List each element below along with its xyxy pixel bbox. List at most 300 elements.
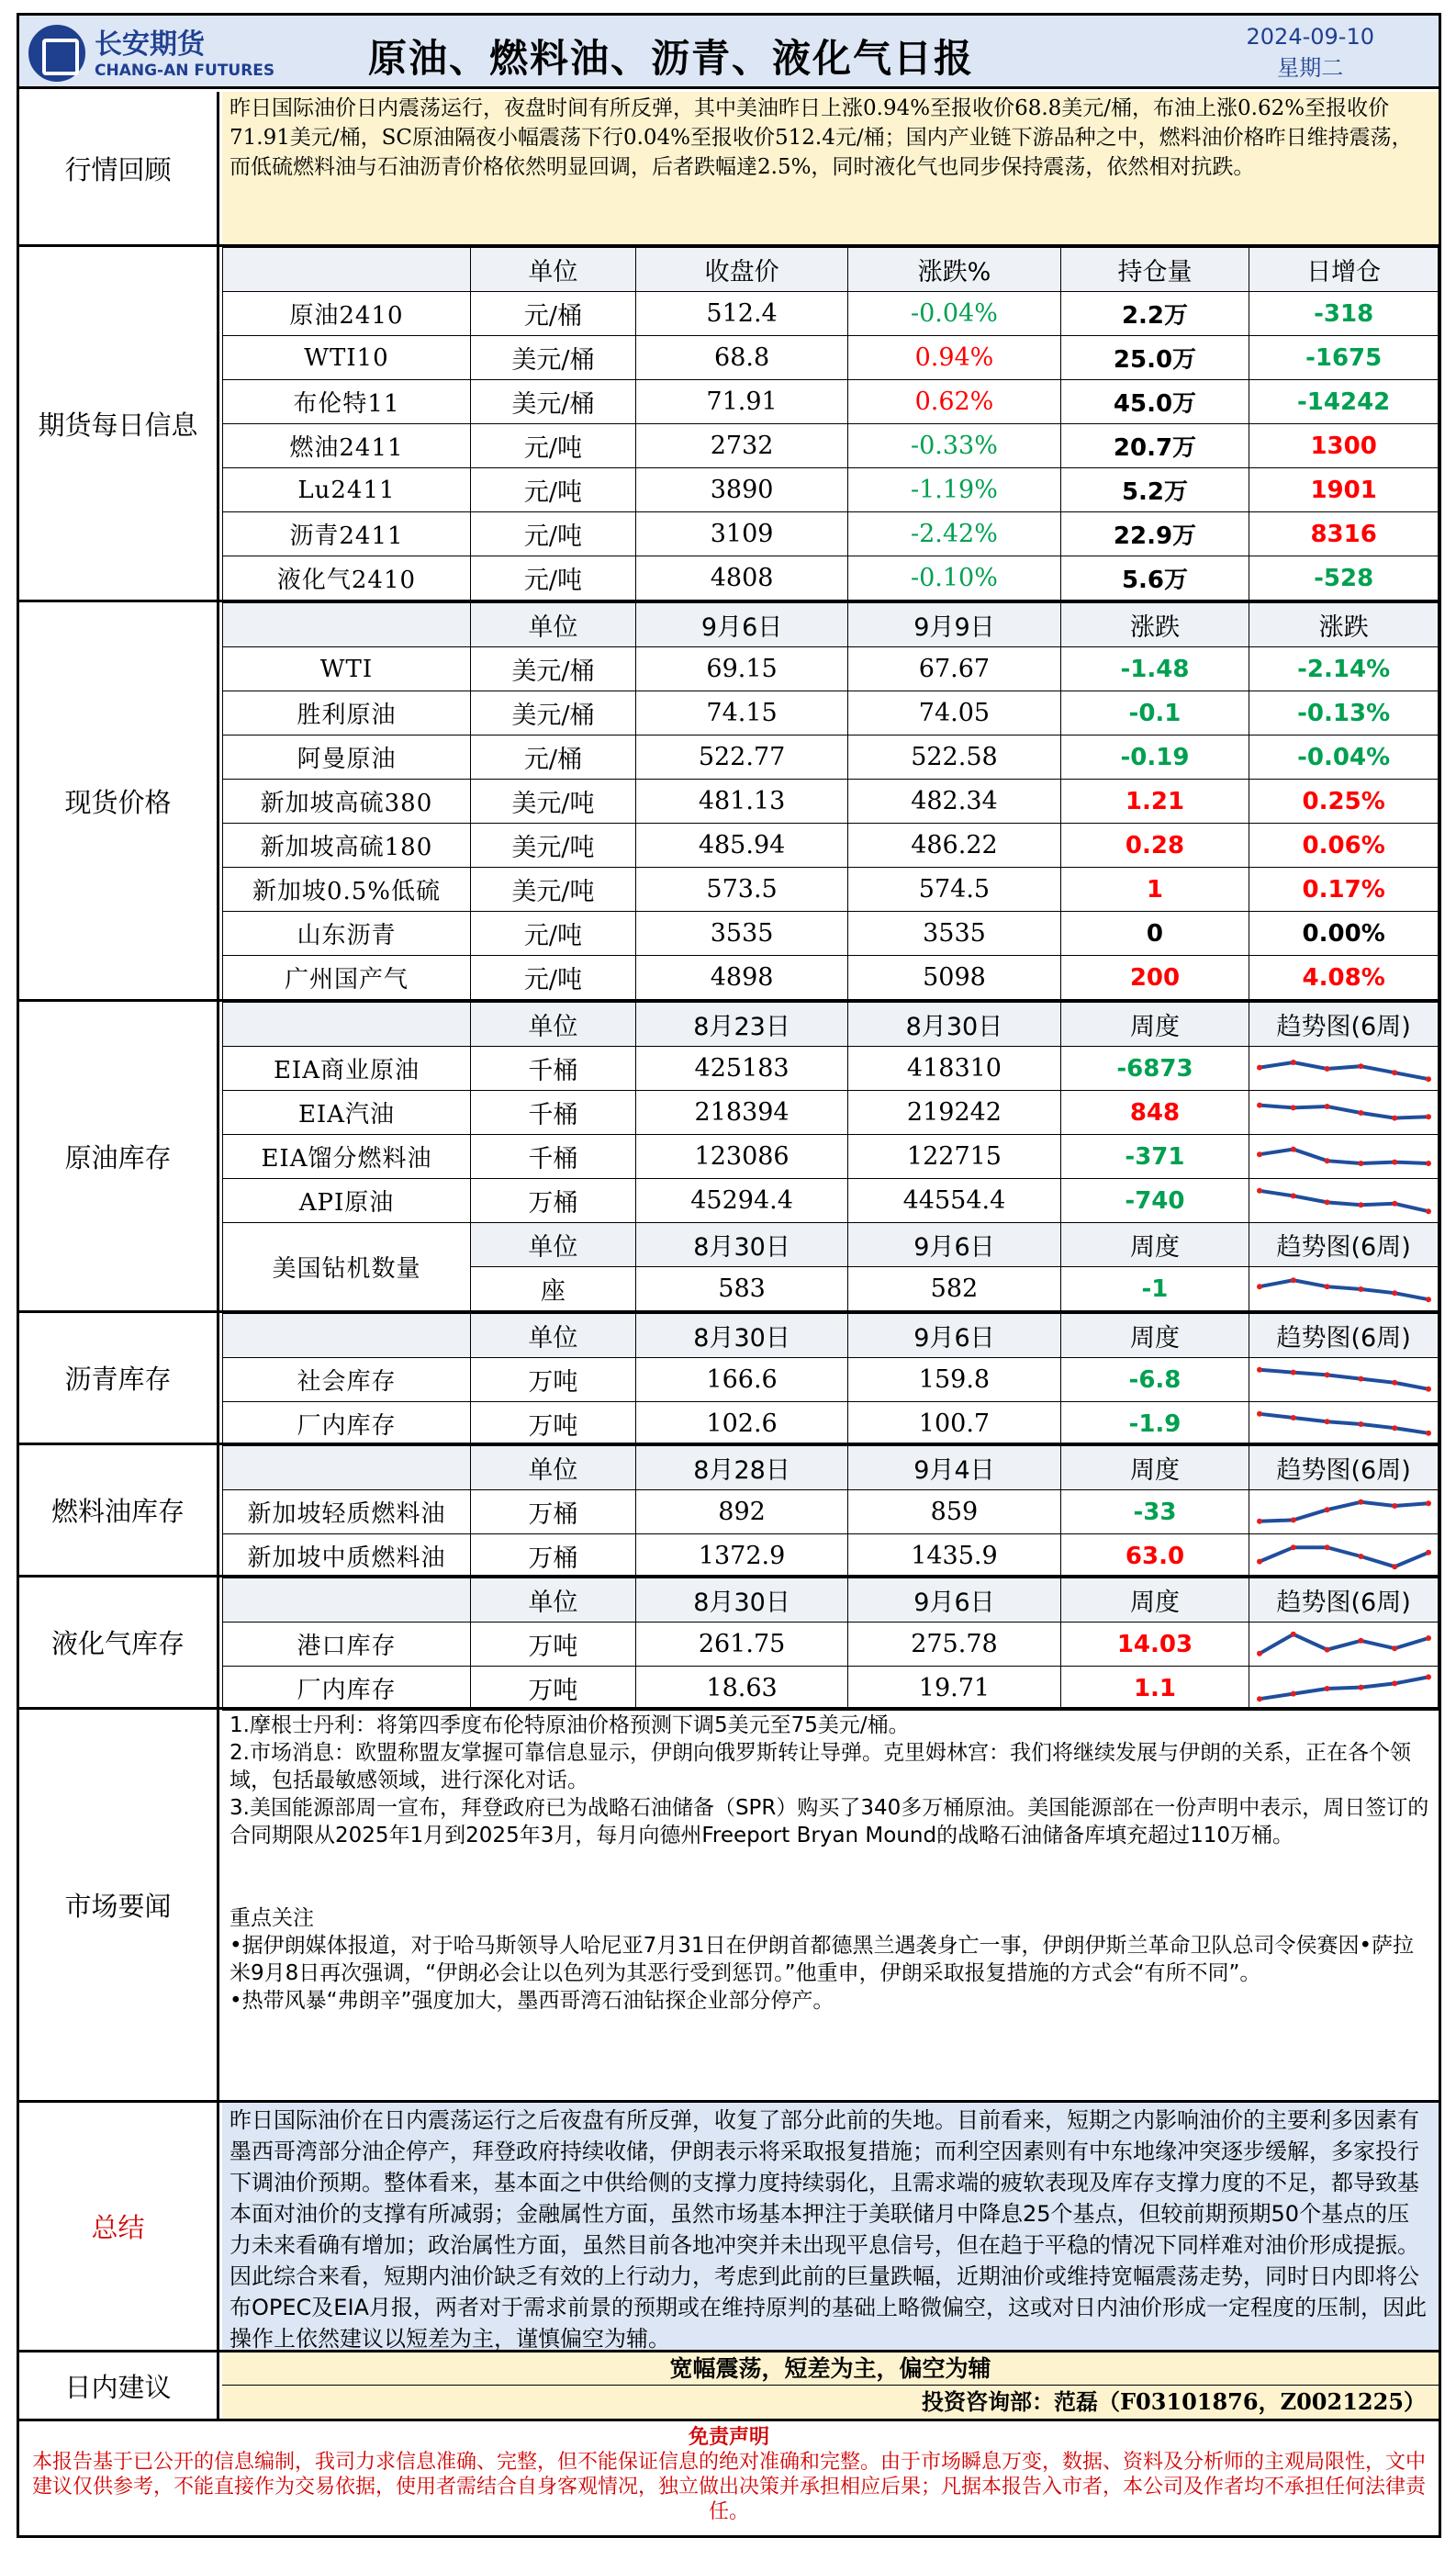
change-pct: 0.94% [848,336,1060,380]
logo-en: CHANG-AN FUTURES [95,62,275,80]
value-prev: 18.63 [635,1667,847,1711]
close-price: 3109 [635,512,847,556]
trend-point [1290,1193,1295,1198]
inventory-name: 厂内库存 [223,1402,471,1446]
close-price: 512.4 [635,292,847,336]
trend-point [1426,1208,1431,1214]
unit-cell: 元/吨 [470,912,635,956]
price-prev: 3535 [635,912,847,956]
spot-name: 新加坡高硫180 [223,824,471,868]
weekly-change: 63.0 [1060,1534,1249,1578]
weekly-change: 14.03 [1060,1623,1249,1667]
unit-cell: 万桶 [470,1490,635,1534]
trend-point [1257,1151,1262,1157]
trend-chart-cell [1249,1623,1439,1667]
trend-chart-cell [1249,1047,1439,1091]
trend-chart-cell [1249,1358,1439,1402]
lpg-inventory-section [19,1578,1439,1710]
spot-name: 广州国产气 [223,956,471,1000]
trend-point [1392,1070,1397,1075]
value-prev: 45294.4 [635,1179,847,1223]
price-curr: 3535 [848,912,1060,956]
logo-cn: 长安期货 [95,28,205,61]
fuel-inventory-table [222,1445,1439,1578]
value-curr: 219242 [848,1091,1060,1135]
trend-sparkline [1252,1140,1436,1174]
column-header: 9月6日 [635,603,847,647]
futures-section [19,247,1439,602]
column-header: 趋势图(6周) [1249,1223,1439,1267]
trend-point [1426,1430,1431,1435]
trend-point [1358,1554,1363,1559]
change-pct: 0.06% [1249,824,1439,868]
inventory-name: EIA馏分燃料油 [223,1135,471,1179]
value-prev: 218394 [635,1091,847,1135]
column-header: 9月4日 [848,1446,1060,1490]
table-row [223,380,1439,424]
unit-cell: 元/桶 [470,292,635,336]
column-header [223,248,471,292]
trend-line [1260,1677,1428,1699]
value-prev: 892 [635,1490,847,1534]
table-row [223,691,1439,736]
review-label: 行情回顾 [19,92,219,244]
trend-point [1358,1063,1363,1069]
table-row [223,1047,1439,1091]
open-interest: 5.2万 [1060,468,1249,512]
column-header: 单位 [470,603,635,647]
value-curr: 159.8 [848,1358,1060,1402]
trend-point [1257,1558,1262,1564]
change-pct: -2.14% [1249,647,1439,691]
contract-name: 沥青2411 [223,512,471,556]
column-header [223,1003,471,1047]
report-title: 原油、燃料油、沥青、液化气日报 [368,36,975,81]
trend-point [1257,1102,1262,1107]
trend-point [1324,1419,1329,1424]
column-header: 单位 [470,1314,635,1358]
table-row [223,1534,1439,1578]
unit-cell: 万吨 [470,1402,635,1446]
trend-point [1426,1500,1431,1506]
price-curr: 74.05 [848,691,1060,736]
close-price: 2732 [635,424,847,468]
trend-point [1358,1161,1363,1166]
table-row [223,824,1439,868]
weekday-text: 星期二 [1277,55,1344,81]
contract-name: Lu2411 [223,468,471,512]
trend-point [1358,1637,1363,1643]
price-curr: 67.67 [848,647,1060,691]
price-curr: 5098 [848,956,1060,1000]
value-curr: 859 [848,1490,1060,1534]
unit-cell: 千桶 [470,1091,635,1135]
value-curr: 1435.9 [848,1534,1060,1578]
unit-cell: 元/桶 [470,736,635,780]
column-header: 趋势图(6周) [1249,1446,1439,1490]
inventory-name: EIA商业原油 [223,1047,471,1091]
futures-label: 期货每日信息 [19,247,219,600]
spot-name: WTI [223,647,471,691]
trend-point [1290,1146,1295,1151]
unit-cell: 美元/桶 [470,336,635,380]
column-header: 周度 [1060,1314,1249,1358]
price-prev: 4898 [635,956,847,1000]
trend-line [1260,1501,1428,1521]
value-curr: 44554.4 [848,1179,1060,1223]
change-abs: 200 [1060,956,1249,1000]
table-row [223,1402,1439,1446]
table-row [223,468,1439,512]
contract-name: 液化气2410 [223,556,471,601]
trend-point [1290,1060,1295,1065]
value-prev: 583 [635,1267,847,1311]
contract-name: 原油2410 [223,292,471,336]
change-pct: -0.13% [1249,691,1439,736]
value-prev: 261.75 [635,1623,847,1667]
disclaimer-text: 本报告基于已公开的信息编制，我司力求信息准确、完整，但不能保证信息的绝对准确和完整。由于市场瞬息万变，数据、资料及分析师的主观局限性，文中建议仅供参考，不能直接作为交易依据，使用者需结合自身客观情况，独立做出决策并承担相应后果；凡据本报告入市者，本公司及作者均不承担任何法律责任。 [31,2451,1426,2523]
value-prev: 166.6 [635,1358,847,1402]
price-curr: 574.5 [848,868,1060,912]
unit-cell: 美元/吨 [470,780,635,824]
column-header [223,1446,471,1490]
trend-sparkline [1252,1495,1436,1530]
unit-cell: 万桶 [470,1534,635,1578]
change-pct: -0.04% [848,292,1060,336]
advisor-text: 投资咨询部：范磊（F03101876，Z0021225） [921,2388,1426,2415]
report-page [17,13,1441,2538]
change-pct: -2.42% [848,512,1060,556]
report-header [19,16,1439,89]
trend-point [1392,1503,1397,1509]
column-header: 8月30日 [635,1578,847,1623]
trend-point [1392,1290,1397,1296]
weekly-change: 1.1 [1060,1667,1249,1711]
news-label: 市场要闻 [19,1710,219,2100]
price-prev: 522.77 [635,736,847,780]
trend-point [1426,1297,1431,1302]
table-row [223,912,1439,956]
trend-point [1358,1376,1363,1381]
weekly-change: -740 [1060,1179,1249,1223]
column-header: 周度 [1060,1223,1249,1267]
trend-line [1260,1105,1428,1117]
trend-line [1260,1280,1428,1299]
change-pct: 4.08% [1249,956,1439,1000]
unit-cell: 万吨 [470,1623,635,1667]
trend-chart-cell [1249,1402,1439,1446]
trend-point [1257,1187,1262,1193]
column-header: 周度 [1060,1446,1249,1490]
column-header: 单位 [470,1446,635,1490]
unit-cell: 美元/吨 [470,824,635,868]
trend-point [1324,1199,1329,1205]
open-interest: 20.7万 [1060,424,1249,468]
table-row [223,292,1439,336]
asphalt-inventory-label: 沥青库存 [19,1313,219,1443]
daily-oi-change: -1675 [1249,336,1439,380]
value-curr: 19.71 [848,1667,1060,1711]
change-abs: -1.48 [1060,647,1249,691]
trend-point [1324,1372,1329,1377]
price-curr: 522.58 [848,736,1060,780]
weekly-change: -33 [1060,1490,1249,1534]
rig-name: 美国钻机数量 [223,1223,471,1311]
table-row [223,1623,1439,1667]
value-curr: 100.7 [848,1402,1060,1446]
advice-label: 日内建议 [19,2352,219,2419]
trend-chart-cell [1249,1534,1439,1578]
price-prev: 573.5 [635,868,847,912]
advice-section [19,2352,1439,2421]
trend-point [1257,1284,1262,1289]
summary-section [19,2103,1439,2352]
inventory-name: 新加坡中质燃料油 [223,1534,471,1578]
trend-line [1260,1634,1428,1653]
price-prev: 485.94 [635,824,847,868]
table-row [223,512,1439,556]
trend-point [1358,1684,1363,1690]
trend-sparkline [1252,1539,1436,1574]
unit-cell: 元/吨 [470,956,635,1000]
inventory-name: 社会库存 [223,1358,471,1402]
trend-line [1260,1149,1428,1162]
table-row [223,647,1439,691]
fuel-inventory-section [19,1445,1439,1578]
inventory-name: 厂内库存 [223,1667,471,1711]
inventory-name: EIA汽油 [223,1091,471,1135]
unit-cell: 元/吨 [470,556,635,601]
unit-cell: 元/吨 [470,468,635,512]
trend-point [1290,1105,1295,1110]
table-row [223,780,1439,824]
trend-chart-cell [1249,1135,1439,1179]
trend-chart-cell [1249,1267,1439,1311]
daily-oi-change: -528 [1249,556,1439,601]
spot-section [19,602,1439,1002]
column-header: 单位 [470,1003,635,1047]
trend-point [1324,1507,1329,1512]
inventory-name: API原油 [223,1179,471,1223]
change-abs: 0 [1060,912,1249,956]
trend-line [1260,1547,1428,1566]
trend-point [1392,1425,1397,1431]
spot-table [222,602,1439,1000]
spot-name: 新加坡高硫380 [223,780,471,824]
table-row [223,736,1439,780]
table-row [223,1135,1439,1179]
column-header [223,1314,471,1358]
table-row [223,956,1439,1000]
trend-point [1290,1369,1295,1375]
open-interest: 5.6万 [1060,556,1249,601]
date-text: 2024-09-10 [1246,24,1374,50]
column-header: 收盘价 [635,248,847,292]
trend-point [1290,1415,1295,1420]
value-curr: 122715 [848,1135,1060,1179]
column-header: 9月6日 [848,1223,1060,1267]
column-header: 趋势图(6周) [1249,1314,1439,1358]
trend-chart-cell [1249,1091,1439,1135]
column-header: 周度 [1060,1578,1249,1623]
inventory-name: 港口库存 [223,1623,471,1667]
lpg-inventory-label: 液化气库存 [19,1578,219,1707]
open-interest: 25.0万 [1060,336,1249,380]
weekly-change: -6.8 [1060,1358,1249,1402]
logo-icon [28,25,85,82]
trend-point [1358,1202,1363,1207]
trend-point [1324,1646,1329,1652]
spot-name: 山东沥青 [223,912,471,956]
unit-cell: 美元/桶 [470,647,635,691]
crude-inventory-section [19,1002,1439,1313]
trend-point [1392,1564,1397,1569]
trend-chart-cell [1249,1667,1439,1711]
trend-chart-cell [1249,1490,1439,1534]
table-header-row [223,603,1439,647]
asphalt-inventory-table [222,1313,1439,1446]
trend-sparkline [1252,1051,1436,1086]
unit-cell: 元/吨 [470,424,635,468]
spot-name: 胜利原油 [223,691,471,736]
unit-cell: 万桶 [470,1179,635,1223]
trend-point [1257,1064,1262,1070]
trend-point [1257,1696,1262,1701]
trend-point [1392,1200,1397,1206]
trend-point [1426,1635,1431,1641]
contract-name: 布伦特11 [223,380,471,424]
advice-text: 宽幅震荡，短差为主，偏空为辅 [222,2352,1439,2386]
column-header: 周度 [1060,1003,1249,1047]
column-header: 涨跌 [1249,603,1439,647]
news-section [19,1710,1439,2103]
daily-oi-change: -318 [1249,292,1439,336]
column-header: 9月9日 [848,603,1060,647]
change-pct: -0.10% [848,556,1060,601]
open-interest: 22.9万 [1060,512,1249,556]
value-prev: 123086 [635,1135,847,1179]
trend-point [1324,1284,1329,1289]
trend-point [1290,1544,1295,1550]
trend-point [1426,1674,1431,1679]
trend-point [1426,1549,1431,1555]
column-header: 9月6日 [848,1314,1060,1358]
open-interest: 2.2万 [1060,292,1249,336]
summary-text: 昨日国际油价在日内震荡运行之后夜盘有所反弹，收复了部分此前的失地。目前看来，短期之内影响油价的主要利多因素有墨西哥湾部分油企停产，拜登政府持续收储，伊朗表示将采取报复措施；而利空因素则有中东地缘冲突逐步缓解，多家投行下调油价预期。整体看来，基本面之中供给侧的支撑力度持续弱化，且需求端的疲软表现及库存支撑力度的不足，都导致基本面对油价的支撑有所减弱；金融属性方面，虽然市场基本押注于美联储月中降息25个基点，但较前期预期50个基点的压力未来看确有增加；政治属性方面，虽然目前各地冲突并未出现平息信号，但在趋于平稳的情况下同样难对油价形成提振。因此综合来看，短期内油价缺乏有效的上行动力，考虑到此前的巨量跌幅，近期油价或维持宽幅震荡走势，同时日内即将公布OPEC及EIA月报，两者对于需求前景的预期或在维持原判的基础上略微偏空，这或对日内油价形成一定程度的压制，因此操作上依然建议以短差为主，谨慎偏空为辅。 [230,2107,1427,2352]
trend-point [1392,1680,1397,1686]
trend-point [1290,1277,1295,1283]
spot-name: 新加坡0.5%低硫 [223,868,471,912]
table-row [223,1667,1439,1711]
trend-point [1358,1110,1363,1116]
value-prev: 1372.9 [635,1534,847,1578]
close-price: 68.8 [635,336,847,380]
price-curr: 486.22 [848,824,1060,868]
weekly-change: -1 [1060,1267,1249,1311]
price-prev: 481.13 [635,780,847,824]
change-pct: 0.00% [1249,912,1439,956]
change-abs: 1.21 [1060,780,1249,824]
price-curr: 482.34 [848,780,1060,824]
trend-sparkline [1252,1363,1436,1398]
change-pct: -1.19% [848,468,1060,512]
disclaimer [19,2421,1439,2535]
trend-point [1257,1366,1262,1372]
trend-point [1392,1379,1397,1385]
focus-title: 重点关注 [230,1906,314,1930]
trend-line [1260,1413,1428,1432]
column-header: 8月30日 [848,1003,1060,1047]
column-header: 8月30日 [635,1223,847,1267]
review-text: 昨日国际油价日内震荡运行，夜盘时间有所反弹，其中美油昨日上涨0.94%至报收价68.8美元/桶，布油上涨0.62%至报收价71.91美元/桶，SC原油隔夜小幅震荡下行0.04%至报收价512.4元/桶；国内产业链下游品种之中，燃料油价格昨日维持震荡，而低硫燃料油与石油沥青价格依然明显回调，后者跌幅達2.5%，同时液化气也同步保持震荡，依然相对抗跌。 [230,96,1413,179]
unit-cell: 美元/吨 [470,868,635,912]
trend-point [1324,1158,1329,1163]
column-header: 单位 [470,1223,635,1267]
trend-point [1290,1690,1295,1696]
trend-sparkline [1252,1095,1436,1130]
news-item: 2.市场消息：欧盟称盟友掌握可靠信息显示，伊朗向俄罗斯转让导弹。克里姆林宫：我们将继续发展与伊朗的关系，正在各个领域，包括最敏感领域，进行深化对话。 [230,1741,1411,1792]
change-abs: 1 [1060,868,1249,912]
trend-point [1358,1286,1363,1292]
table-header-row [223,1578,1439,1623]
crude-inventory-table [222,1002,1439,1311]
close-price: 71.91 [635,380,847,424]
table-row [223,1091,1439,1135]
contract-name: WTI10 [223,336,471,380]
table-row [223,556,1439,601]
trend-point [1324,1686,1329,1691]
summary-label: 总结 [19,2103,219,2350]
trend-point [1324,1544,1329,1550]
value-curr: 275.78 [848,1623,1060,1667]
trend-line [1260,1062,1428,1079]
unit-cell: 美元/桶 [470,691,635,736]
column-header: 趋势图(6周) [1249,1003,1439,1047]
change-abs: 0.28 [1060,824,1249,868]
weekly-change: -371 [1060,1135,1249,1179]
trend-point [1426,1076,1431,1082]
company-logo [28,21,275,84]
open-interest: 45.0万 [1060,380,1249,424]
trend-point [1290,1517,1295,1522]
value-curr: 418310 [848,1047,1060,1091]
lpg-inventory-table [222,1578,1439,1711]
unit-cell: 千桶 [470,1135,635,1179]
table-row [223,868,1439,912]
column-header [223,1578,471,1623]
report-date [1247,21,1374,84]
trend-line [1260,1369,1428,1388]
table-header-row [223,1003,1439,1047]
crude-inventory-label: 原油库存 [19,1002,219,1310]
weekly-change: -1.9 [1060,1402,1249,1446]
trend-point [1426,1161,1431,1166]
change-pct: -0.33% [848,424,1060,468]
trend-point [1358,1421,1363,1427]
unit-cell: 元/吨 [470,512,635,556]
trend-sparkline [1252,1407,1436,1442]
column-header: 持仓量 [1060,248,1249,292]
spot-label: 现货价格 [19,602,219,999]
focus-item: •热带风暴“弗朗辛”强度加大，墨西哥湾石油钻探企业部分停产。 [230,1989,834,2013]
unit-cell: 美元/桶 [470,380,635,424]
column-header: 9月6日 [848,1578,1060,1623]
change-pct: 0.62% [848,380,1060,424]
column-header [223,603,471,647]
disclaimer-title: 免责声明 [688,2426,769,2449]
unit-cell: 座 [470,1267,635,1311]
trend-point [1257,1650,1262,1656]
